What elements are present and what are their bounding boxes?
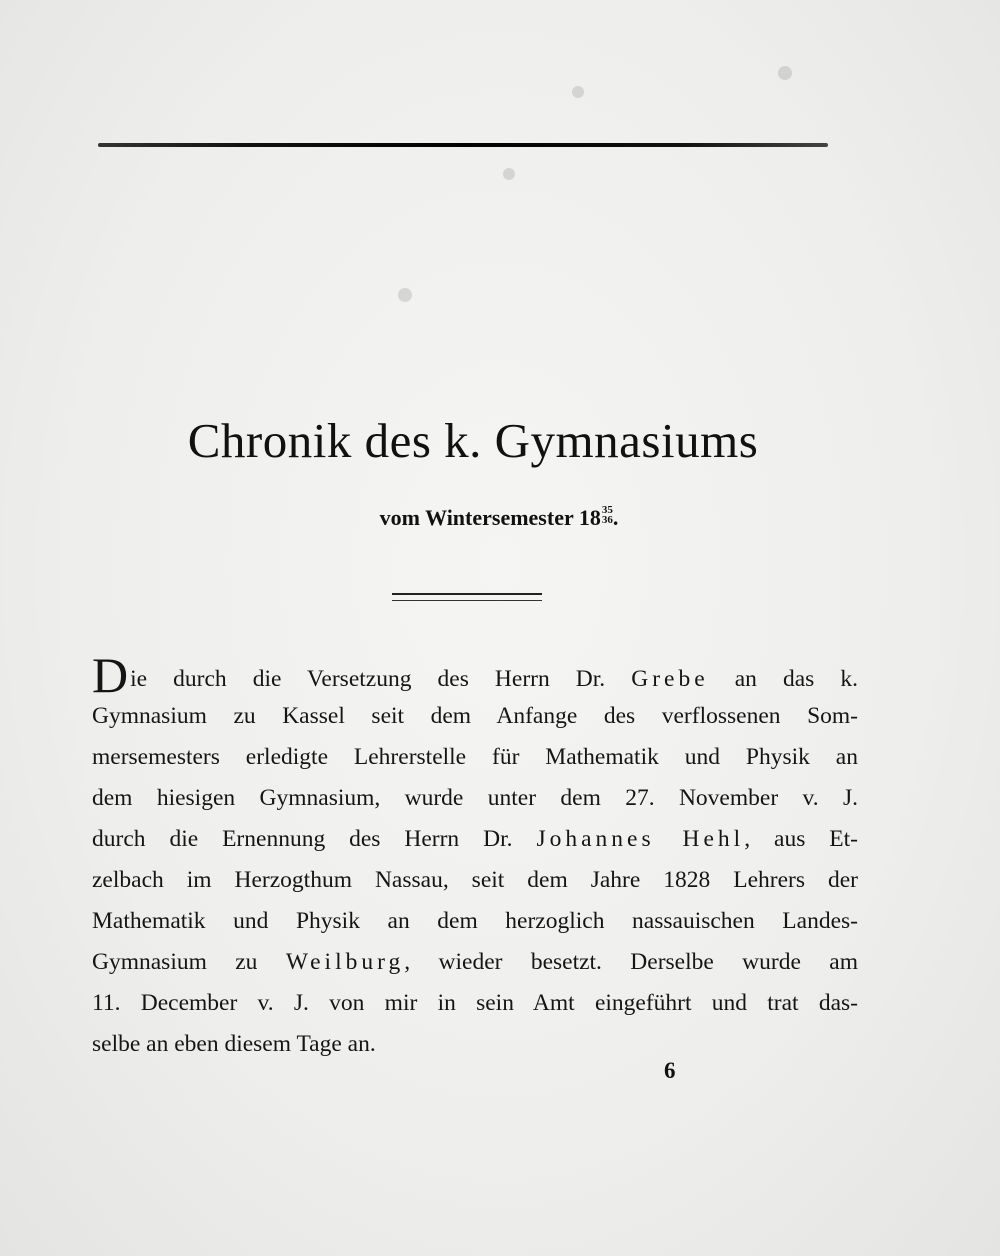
body-paragraph: [92, 647, 858, 1065]
body-text-run: , aus Et-: [744, 826, 858, 852]
subtitle-prefix: vom Wintersemester 18: [379, 505, 601, 530]
body-text-run: Gymnasium zu: [92, 949, 286, 975]
body-text-run: an das k.: [708, 666, 858, 692]
ink-speck: [778, 66, 792, 80]
year-fraction: [602, 505, 613, 525]
spaced-name: Johannes Hehl: [536, 826, 745, 852]
body-line: [92, 696, 858, 737]
body-line: [92, 778, 858, 819]
body-text-run: 11. December v. J. von mir in sein Amt eingeführt und trat das-: [92, 990, 858, 1016]
spaced-name: Weilburg: [285, 949, 405, 975]
subtitle-suffix: .: [612, 505, 619, 530]
body-line: [92, 983, 858, 1024]
page-subtitle: [0, 505, 998, 531]
body-text-run: ie durch die Versetzung des Herrn Dr.: [130, 666, 632, 692]
ink-speck: [398, 288, 412, 302]
body-line: [92, 819, 858, 860]
ink-speck: [503, 168, 515, 180]
body-text-run: Gymnasium zu Kassel seit dem Anfange des verflossenen Som-: [92, 703, 858, 729]
body-line: [92, 1024, 858, 1065]
body-line: [92, 647, 858, 703]
body-text-run: mersemesters erledigte Lehrerstelle für Mathematik und Physik an: [92, 744, 858, 770]
body-line: [92, 901, 858, 942]
body-text-run: zelbach im Herzogthum Nassau, seit dem Jahre 1828 Lehrers der: [92, 867, 858, 893]
body-text-run: dem hiesigen Gymnasium, wurde unter dem 27. November v. J.: [92, 785, 858, 811]
section-rule: [392, 593, 542, 601]
ink-speck: [572, 86, 584, 98]
drop-cap: D: [92, 647, 129, 703]
body-text-run: Mathematik und Physik an dem herzoglich nassauischen Landes-: [92, 908, 858, 934]
year-fraction-top: 35: [601, 504, 613, 516]
page-title: Chronik des k. Gymnasiums: [187, 413, 759, 468]
spaced-name: Grebe: [631, 666, 709, 692]
year-fraction-bottom: 36: [601, 514, 613, 526]
body-text-run: , wieder besetzt. Derselbe wurde am: [404, 949, 858, 975]
body-line: [92, 737, 858, 778]
body-line: [92, 860, 858, 901]
signature-mark: 6: [664, 1058, 676, 1083]
body-line: [92, 942, 858, 983]
body-text-run: selbe an eben diesem Tage an.: [92, 1031, 376, 1057]
body-text-run: durch die Ernennung des Herrn Dr.: [92, 826, 537, 852]
top-rule: [98, 143, 828, 147]
